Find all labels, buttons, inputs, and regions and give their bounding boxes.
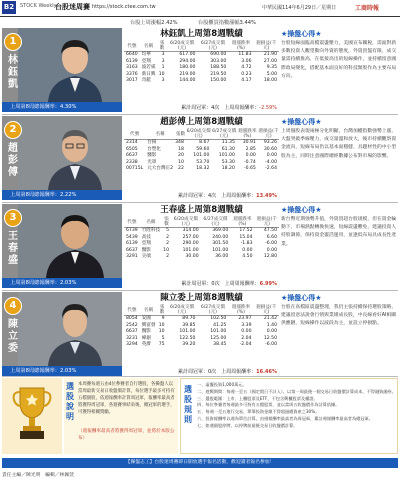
table-row: 6139 亞翔 3 294.00 303.00 3.06 27.00	[126, 58, 277, 64]
table-row: 3291 尖端 2 30.00 36.00 4.50 12.80	[126, 254, 277, 260]
summary-line: 累計周冠軍：4次 上周周報酬率：-2.59%	[181, 105, 277, 111]
performance-section	[124, 116, 279, 200]
contestant-name-vertical: 林鈺凱	[8, 55, 18, 90]
opinion-text: 上周個股表現兩極分化明顯，台灣加權指數強勢上漲，大盤突破季線壓力，成交量溫和放大，後市持續觀察資金流向，短線布局仍以基本面穩健、具題材性的中小型股為主，同時注意國際總經數據公布對市場的影響。	[281, 129, 397, 159]
table-row: 3231 緯創 5 122.50 125.00 2.04 12.50	[126, 335, 277, 341]
opinion-section	[281, 116, 398, 200]
holdings-table: 代號 名稱 張數 6/20成交價(元) 6/27成交價(元) 週漲跌率(%) 週損益(千元) 6739 竹陞科技 5 314.00 369.00 17.52 47.50 5439 高技 2 257.00 240.00 15.04 6.60 6139 亞翔 2 290.00 301.50 -1.83 -6.00 6637 醫影 10 101.00 101.00 0.00 0.00 3291 尖端 2 30.00 36.00 4.50 12.80	[126, 217, 277, 260]
opinion-text: 新台幣近期強勢升值，外資買超台股規模，但在資金輪動下，市場熱點轉換快速，短線震盪難免，建議投資人持股調節，保持資金靈活運用，並逢低布局具成長性產業。	[281, 217, 397, 247]
table-row: 3017 奇鋐 3 144.00 150.00 4.17 18.00	[126, 78, 277, 84]
contestant-photo	[40, 210, 110, 278]
holdings-table: 代號 名稱 張數 6/20成交價(元) 6/27成交價(元) 週漲跌率(%) 週損益(千元) 8054 安國 9 89.70 102.50 23.97 21.42 2542 興富發 10 39.85 41.25 3.39 1.40 6637 醫影 10 101.00 101.00 0.00 0.00 3231 緯創 5 122.50 125.00 2.04 12.50 3294 英濟 75 39.20 38.45 -2.04 -6.00	[126, 305, 277, 348]
opinion-section	[281, 28, 398, 112]
editor-credits: 責任主編／陳光明 編輯／林佩萱	[2, 473, 74, 478]
rule-item: 七、如遇個股停牌，以停牌前最後交易日收盤價計算。	[197, 422, 298, 428]
table-row: 6637 醫影 10 101.00 101.00 0.00 0.00	[126, 247, 277, 253]
summary-line: 累計周冠軍：0次 上周周報酬率：16.46%	[177, 369, 277, 375]
four-week-rate: 上周第8周總報酬率：2.03%	[2, 278, 122, 288]
contestant-photo	[40, 122, 110, 190]
performance-title: 林鈺凱上周第8週戰績	[160, 29, 243, 39]
rules-list	[197, 382, 397, 430]
rank-badge: 2	[4, 121, 22, 139]
otc-change: 台股櫃買指數漲幅3.44%	[198, 20, 256, 26]
performance-section	[124, 28, 279, 112]
contestant-photo	[40, 298, 110, 366]
four-week-rate: 上周第8周總報酬率：2.22%	[2, 190, 122, 200]
rule-item: 二、遊戲期間：每週一至五（國定假日不計入）。以第一周最後一個交易日收盤價計算成本，不得融資融券。	[197, 388, 396, 394]
opinion-text: 台股短線面臨高檔震盪壓力，美國宣布關稅，需面對新多數投資人觀望動向外資的態度，外資買盤有限，成交量需持續推高，在低接高出的短線操作，並持續留意國際政局變化，搭配基本面良好的科技類股作為主要布局方向。	[281, 41, 397, 79]
explanation-note: （週報酬率最高者將獲得周冠軍，並將於本版公布）	[78, 429, 175, 441]
col-code: 代號	[124, 41, 140, 52]
col-price-now: 6/27成交價(元)	[197, 41, 228, 52]
page-number: B2	[2, 1, 16, 14]
table-row: 6139 亞翔 2 290.00 301.50 -1.83 -6.00	[126, 241, 277, 247]
col-rate: 週漲跌率(%)	[228, 41, 253, 52]
table-row: 8054 安國 9 89.70 102.50 23.97 21.42	[126, 316, 277, 321]
contestant-name-vertical: 王春盛	[8, 231, 18, 266]
divider	[2, 290, 398, 291]
holdings-table	[124, 41, 279, 85]
contestant-panel	[2, 292, 122, 376]
contestant-block	[2, 116, 398, 200]
contestant-block	[2, 204, 398, 288]
divider	[2, 376, 398, 377]
divider	[2, 202, 398, 203]
rule-item: 六、投資報酬率以週為單位計算，由週報酬率最高者為周冠軍，累計週報酬率最高者為總冠軍。	[197, 415, 373, 421]
page-header	[0, 0, 400, 17]
rule-item: 一、虛擬投資1,000萬元。	[197, 382, 247, 387]
explanation-body: 本周賽每週五由4位參賽者自行選股，各操盤人以當周最新交易日收盤價計算，每位選手最多可持有五檔個股，依週報酬率計算周冠軍，報酬率最高者將獲得周冠軍，各週賽事結束後，總冠軍的選手，可獲得相關獎勵。	[78, 382, 175, 415]
col-name: 名稱	[140, 41, 158, 52]
table-row: 2338 光罩 10 53.70 53.30 -0.74 -4.00	[126, 159, 277, 165]
table-row: 3376 新日興 10 219.00 219.50 0.23 5.00	[126, 71, 277, 77]
rule-item: 三、選股範圍：上市、上櫃股票及ETF，不包含興櫃股票及權證。	[197, 395, 318, 401]
four-week-rate: 上周第8周總報酬率：2.03%	[2, 366, 122, 376]
holdings-table: 代號 名稱 張數 6/20成交價(元) 6/27成交價(元) 週漲跌率(%) 週損益(千元) 2314 台揚 348 8.67 11.35 30.91 93.26 6505 台塑化 18 59.60 61.30 2.85 30.60 6637 醫影 20 101.00 101.00 0.00 0.00 2338 光罩 10 53.70 53.30 -0.74 -4.00 00715L 元大台灣正2 22 18.32 18.20 -0.65 -2.64	[126, 129, 279, 172]
contestant-block	[2, 28, 398, 112]
rule-item: 五、每週一至五進行交易，單筆投資金額不得超過總資產之30%。	[197, 409, 320, 415]
performance-section	[124, 204, 279, 288]
rank-badge: 1	[4, 33, 22, 51]
rank-badge: 3	[4, 209, 22, 227]
promo-banner[interactable]: 【操盤志工】台股迷周賽即日開放選手報名活動，歡迎讀者報名參加！	[2, 458, 398, 468]
rule-item: 四、每位參賽者每週最多可持有五檔股票，並以當周五收盤價作為計算依據。	[197, 402, 340, 408]
contestant-name-vertical: 趙彭傅	[8, 143, 18, 178]
summary-line: 累計周冠軍：0次 上周周報酬率：6.99%	[181, 281, 277, 287]
site-url[interactable]: https://stock.ctee.com.tw	[92, 4, 156, 10]
opinion-section	[281, 204, 398, 288]
table-row: 6640 均華 3 617.00 690.00 11.83 21.90	[126, 52, 277, 57]
opinion-title: ★操盤心得★	[281, 294, 322, 302]
table-row: 2314 台揚 348 8.67 11.35 30.91 93.26	[126, 140, 277, 145]
col-shares: 張數	[158, 41, 167, 52]
newspaper-logo: 工商時報	[355, 5, 380, 12]
performance-section	[124, 292, 279, 376]
contestant-name-vertical: 陳立委	[8, 319, 18, 354]
table-row: 3294 英濟 75 39.20 38.45 -2.04 -6.00	[126, 342, 277, 348]
col-pnl: 週損益(千元)	[254, 41, 279, 52]
table-row: 00715L 元大台灣正2 22 18.32 18.20 -0.65 -2.64	[126, 166, 277, 172]
explanation-title: 選股說明	[66, 382, 74, 421]
performance-title: 陳立委上周第8週戰績	[160, 293, 243, 303]
divider	[2, 114, 398, 115]
table-row: 3163 波若威 1 180.00 188.50 4.72 9.35	[126, 65, 277, 71]
rules-section	[2, 378, 398, 454]
game-rules	[180, 378, 398, 454]
rules-title: 選股規則	[184, 385, 192, 424]
table-row: 6637 醫影 20 101.00 101.00 0.00 0.00	[126, 153, 277, 159]
issue-date: 中華民國114年6月29日／星期日	[262, 5, 337, 11]
table-row: 2542 興富發 10 39.85 41.25 3.39 1.40	[126, 322, 277, 328]
table-row: 5439 高技 2 257.00 240.00 15.04 6.60	[126, 234, 277, 240]
opinion-section	[281, 292, 398, 376]
performance-title: 王春盛上周第8週戰績	[160, 205, 243, 215]
table-row: 6637 醫影 10 101.00 101.00 0.00 0.00	[126, 329, 277, 335]
table-row: 6505 台塑化 18 59.60 61.30 2.85 30.60	[126, 146, 277, 152]
section-title: 台股迷周賽	[55, 3, 90, 11]
opinion-title: ★操盤心得★	[281, 118, 322, 126]
summary-line: 累計周冠軍：4次 上周周報酬率：13.49%	[177, 193, 277, 199]
contestant-panel	[2, 28, 122, 112]
trophy-panel	[2, 378, 62, 454]
contestant-panel	[2, 204, 122, 288]
brand-label: STOCK Weekly	[20, 3, 57, 9]
four-week-rate: 上周第8周總報酬率：4.30%	[2, 102, 122, 112]
opinion-text: 台股在高檔區震盪整理，我仍主張持續保持選股策略，建議留意法說會行情與業績成長股，中長線看好AI相關供應鏈，短線操作以波段為主，並設立停損點。	[281, 305, 397, 327]
index-change: 台股上周漲幅2.42%	[130, 20, 178, 26]
selection-explanation	[64, 378, 178, 454]
trophy-icon	[12, 384, 52, 442]
table-row: 6739 竹陞科技 5 314.00 369.00 17.52 47.50	[126, 228, 277, 233]
rank-badge: 4	[4, 297, 22, 315]
contestant-block	[2, 292, 398, 376]
opinion-title: ★操盤心得★	[281, 206, 322, 214]
opinion-title: ★操盤心得★	[281, 30, 322, 38]
contestant-panel	[2, 116, 122, 200]
performance-title: 趙彭傅上周第8週戰績	[160, 117, 243, 127]
contestant-photo	[40, 34, 110, 102]
col-price-prev: 6/20成交價(元)	[167, 41, 198, 52]
